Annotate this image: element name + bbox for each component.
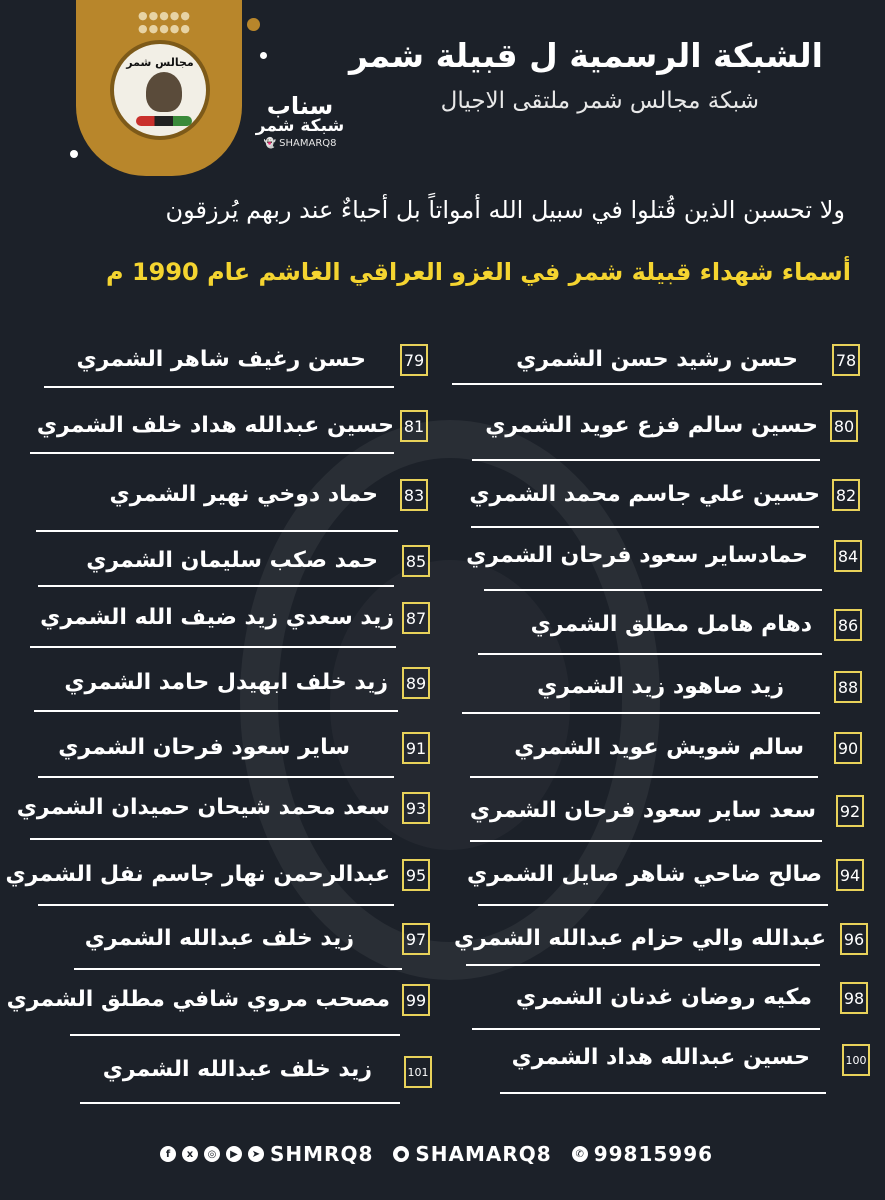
quran-verse: ولا تحسبن الذين قُتلوا في سبيل الله أمواتاً بل أحياءٌ عند ربهم يُرزقون — [165, 196, 845, 224]
entry-name: حمادساير سعود فرحان الشمري — [466, 543, 808, 568]
social-handle: SHMRQ8 — [270, 1142, 374, 1166]
list-item — [450, 1042, 870, 1082]
entry-name: مكيه روضان غدنان الشمري — [515, 985, 812, 1010]
falcon-icon — [146, 72, 182, 112]
entry-number: 93 — [402, 792, 430, 824]
entry-number: 79 — [400, 344, 428, 376]
list-item — [450, 795, 864, 835]
entry-name: زيد خلف ابهيدل حامد الشمري — [64, 670, 388, 695]
entry-name: سعد ساير سعود فرحان الشمري — [469, 798, 816, 823]
entry-number: 92 — [836, 795, 864, 827]
footer-contacts — [160, 1140, 713, 1168]
underline-divider — [466, 964, 820, 966]
entry-number: 78 — [832, 344, 860, 376]
entry-number: 86 — [834, 609, 862, 641]
instagram-icon: ◎ — [204, 1146, 220, 1162]
list-item — [450, 344, 860, 384]
entry-name: صالح ضاحي شاهر صايل الشمري — [467, 862, 822, 887]
list-item — [10, 479, 428, 519]
snap-handle: 👻 SHAMARQ8 — [263, 138, 337, 149]
page-subtitle: شبكة مجالس شمر ملتقى الاجيال — [440, 88, 759, 114]
logo-banner — [76, 0, 242, 176]
entry-name: زيد خلف عبدالله الشمري — [84, 926, 354, 951]
list-item — [5, 859, 430, 899]
list-item — [450, 923, 868, 963]
underline-divider — [74, 968, 402, 970]
list-item — [450, 859, 864, 899]
entry-number: 87 — [402, 602, 430, 634]
entry-name: عبدالرحمن نهار جاسم نفل الشمري — [5, 862, 390, 887]
entry-number: 96 — [840, 923, 868, 955]
underline-divider — [472, 1028, 820, 1030]
entry-number: 83 — [400, 479, 428, 511]
entry-number: 81 — [400, 410, 428, 442]
list-item — [10, 732, 430, 772]
entry-number: 80 — [830, 410, 858, 442]
entry-name: حماد دوخي نهير الشمري — [109, 482, 378, 507]
entry-name: ساير سعود فرحان الشمري — [58, 735, 350, 760]
entry-number: 98 — [840, 982, 868, 1014]
underline-divider — [470, 840, 822, 842]
entry-number: 97 — [402, 923, 430, 955]
list-item — [450, 732, 862, 772]
page-title: الشبكة الرسمية ل قبيلة شمر — [349, 36, 823, 75]
entry-number: 82 — [832, 479, 860, 511]
underline-divider — [472, 459, 820, 461]
underline-divider — [500, 1092, 826, 1094]
youtube-icon: ▶ — [226, 1146, 242, 1162]
entry-number: 89 — [402, 667, 430, 699]
underline-divider — [471, 526, 819, 528]
snapchat-icon: ● — [393, 1146, 409, 1162]
entry-number: 94 — [836, 859, 864, 891]
entry-name: حسين علي جاسم محمد الشمري — [469, 482, 820, 507]
underline-divider — [484, 589, 822, 591]
snap-footer-handle: SHAMARQ8 — [415, 1142, 552, 1166]
entry-name: سعد محمد شيحان حميدان الشمري — [16, 795, 390, 820]
list-heading: أسماء شهداء قبيلة شمر في الغزو العراقي الغاشم عام 1990 م — [105, 258, 851, 286]
entry-name: زيد سعدي زيد ضيف الله الشمري — [40, 605, 394, 630]
entry-name: سالم شويش عويد الشمري — [514, 735, 804, 760]
snap-block — [244, 92, 356, 149]
entry-name: زيد خلف عبدالله الشمري — [102, 1057, 372, 1082]
list-item — [450, 540, 862, 580]
entry-name: زيد صاهود زيد الشمري — [537, 674, 784, 699]
underline-divider — [30, 838, 392, 840]
list-item — [450, 410, 858, 450]
underline-divider — [34, 710, 398, 712]
list-item — [10, 667, 430, 707]
underline-divider — [38, 776, 394, 778]
entry-name: حسن رشيد حسن الشمري — [516, 347, 798, 372]
entry-number: 99 — [402, 984, 430, 1016]
entry-number: 101 — [404, 1056, 432, 1088]
underline-divider — [36, 530, 398, 532]
flag-stripe-icon — [136, 116, 192, 126]
entry-number: 85 — [402, 545, 430, 577]
facebook-icon: f — [160, 1146, 176, 1162]
list-item — [10, 792, 430, 832]
list-item — [10, 545, 430, 585]
underline-divider — [44, 386, 394, 388]
phone-number: 99815996 — [593, 1142, 714, 1166]
underline-divider — [452, 383, 822, 385]
snapchat-ghost-icon: 👻 — [263, 138, 280, 149]
white-dot-decoration — [70, 150, 78, 158]
x-icon: x — [182, 1146, 198, 1162]
underline-divider — [38, 904, 394, 906]
list-item — [450, 982, 868, 1022]
list-item — [10, 602, 430, 642]
underline-divider — [38, 585, 394, 587]
telegram-icon: ➤ — [248, 1146, 264, 1162]
entry-name: مصحب مروي شافي مطلق الشمري — [6, 987, 390, 1012]
snap-name: شبكة شمر — [255, 116, 345, 136]
entry-name: حسين عبدالله هداد الشمري — [511, 1045, 810, 1070]
underline-divider — [470, 776, 818, 778]
entry-name: حسين سالم فزع عويد الشمري — [485, 413, 818, 438]
underline-divider — [478, 653, 822, 655]
underline-divider — [478, 904, 828, 906]
list-item — [450, 609, 862, 649]
logo-text: مجالس شمر — [126, 56, 194, 69]
list-item — [10, 344, 428, 384]
gold-dot-decoration — [247, 18, 260, 31]
entry-name: دهام هامل مطلق الشمري — [530, 612, 812, 637]
logo-emblem — [110, 40, 210, 140]
entry-name: حسن رغيف شاهر الشمري — [76, 347, 366, 372]
underline-divider — [30, 452, 394, 454]
list-item — [10, 410, 428, 450]
list-item — [450, 671, 862, 711]
entry-number: 84 — [834, 540, 862, 572]
underline-divider — [462, 712, 820, 714]
snap-word: سناب — [266, 92, 334, 120]
underline-divider — [80, 1102, 400, 1104]
entry-name: حسين عبدالله هداد خلف الشمري — [36, 413, 394, 438]
entry-name: حمد صكب سليمان الشمري — [86, 548, 378, 573]
entry-number: 100 — [842, 1044, 870, 1076]
list-item — [10, 923, 430, 963]
entry-number: 88 — [834, 671, 862, 703]
entry-name: عبدالله والي حزام عبدالله الشمري — [453, 926, 826, 951]
list-item — [450, 479, 860, 519]
underline-divider — [70, 1034, 400, 1036]
entry-number: 95 — [402, 859, 430, 891]
whatsapp-icon: ✆ — [572, 1146, 588, 1162]
entry-number: 91 — [402, 732, 430, 764]
list-item — [10, 1054, 432, 1094]
entry-number: 90 — [834, 732, 862, 764]
underline-divider — [30, 646, 396, 648]
list-item — [6, 984, 430, 1024]
white-dot-decoration — [260, 52, 267, 59]
logo-dots-decoration: ●●●●● ●●●●● — [138, 9, 191, 35]
